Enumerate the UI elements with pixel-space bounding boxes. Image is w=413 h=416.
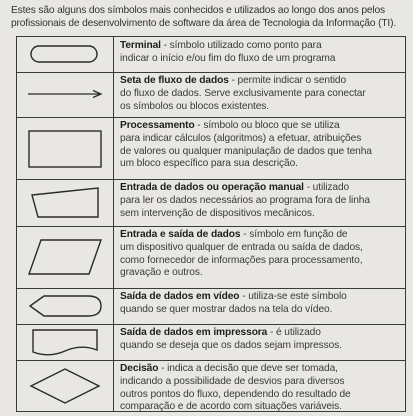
description-text: para indicar cálculos (algoritmos) a efetuar, atribuições (120, 132, 362, 144)
symbol-cell (17, 37, 114, 72)
description-cell (120, 120, 401, 171)
display-shape-icon (17, 288, 113, 324)
symbol-cell (17, 288, 114, 324)
description-text: sem intervenção de dispositivos mecânicos. (120, 207, 315, 219)
symbol-name: Decisão (120, 363, 159, 374)
description-cell (120, 40, 401, 66)
table-row (17, 360, 405, 411)
description-text: - símbolo em função de (240, 229, 348, 240)
description-cell (120, 327, 401, 353)
description-text: - utiliza-se este símbolo (239, 291, 347, 302)
description-text: indicando a possibilidade de desvios para diversos (120, 375, 345, 387)
symbol-cell (17, 324, 114, 360)
symbol-cell (17, 179, 114, 226)
intro-text (11, 5, 409, 30)
symbol-name: Saída de dados em impressora (120, 327, 268, 338)
description-text: - símbolo utilizado como ponto para (160, 40, 322, 51)
description-text: - permite indicar o sentido (228, 75, 347, 86)
table-row (17, 288, 405, 325)
symbol-cell (17, 360, 114, 411)
description-cell (120, 75, 401, 113)
description-cell (120, 229, 401, 280)
description-text: quando se deseja que os dados sejam impressos. (120, 339, 342, 351)
symbol-cell (17, 117, 114, 179)
decision-diamond-icon (17, 360, 113, 411)
description-cell (120, 291, 401, 317)
table-row (17, 37, 405, 73)
symbols-table (16, 36, 406, 412)
table-row (17, 324, 405, 361)
symbol-cell (17, 72, 114, 117)
description-cell (120, 182, 401, 220)
arrow-shape-icon (17, 72, 113, 117)
symbol-name: Saída de dados em vídeo (120, 291, 240, 302)
symbol-name: Terminal (120, 40, 161, 51)
symbol-cell (17, 226, 114, 288)
description-text: outros pontos do fluxo, dependendo do resultado de (120, 388, 351, 400)
io-parallelogram-icon (17, 226, 113, 288)
table-row (17, 72, 405, 118)
description-text: comparação e de acordo com situações variáveis. (120, 401, 342, 413)
description-text: como fornecedor de informações para processamento, (120, 254, 363, 266)
table-row (17, 226, 405, 289)
description-text: de valores ou qualquer manipulação de dados que tenha (120, 145, 372, 157)
description-text: gravação e outros. (120, 267, 203, 279)
description-text: do fluxo de dados. Serve exclusivamente para conectar (120, 87, 366, 99)
description-cell (120, 363, 401, 414)
process-rectangle-icon (17, 117, 113, 179)
manual-input-trapezoid-icon (17, 179, 113, 226)
intro-line-2: profissionais de desenvolvimento de software da área de Tecnologia da Informação (TI). (11, 17, 397, 29)
table-row (17, 179, 405, 227)
description-text: - símbolo ou bloco que se utiliza (194, 120, 340, 131)
description-text: para ler os dados necessários ao programa fora de linha (120, 194, 370, 206)
description-text: os símbolos ou blocos existentes. (120, 100, 270, 112)
description-text: - utilizado (303, 182, 350, 193)
document-shape-icon (17, 324, 113, 360)
description-text: indicar o início e/ou fim do fluxo de um programa (120, 52, 336, 64)
symbol-name: Entrada e saída de dados (120, 229, 241, 240)
description-text: um dispositivo qualquer de entrada ou saída de dados, (120, 241, 363, 253)
description-text: quando se quer mostrar dados na tela do vídeo. (120, 303, 333, 315)
terminal-shape-icon (17, 37, 113, 72)
description-text: um bloco específico para sua descrição. (120, 158, 298, 170)
intro-line-1: Estes são alguns dos símbolos mais conhecidos e utilizados ao longo dos anos pelos (11, 5, 385, 16)
symbol-name: Entrada de dados ou operação manual (120, 182, 304, 193)
table-row (17, 117, 405, 180)
description-text: - indica a decisão que deve ser tomada, (158, 363, 338, 374)
symbol-name: Processamento (120, 120, 195, 131)
symbol-name: Seta de fluxo de dados (120, 75, 229, 86)
description-text: - é utilizado (267, 327, 321, 338)
